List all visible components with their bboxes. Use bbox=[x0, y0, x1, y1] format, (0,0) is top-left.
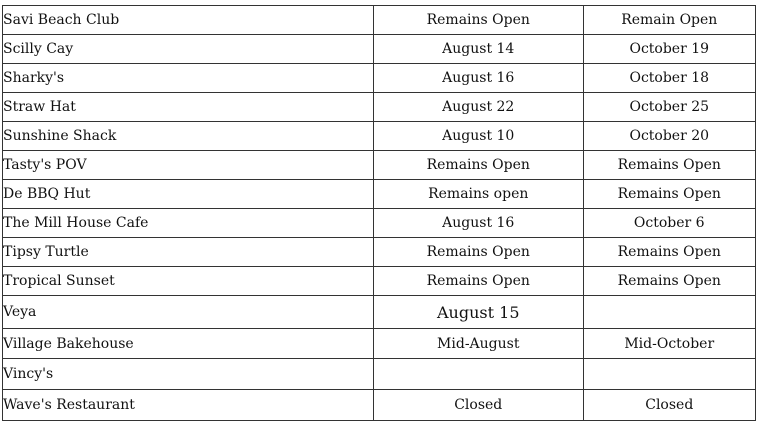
restaurant-name: Veya bbox=[3, 296, 374, 329]
restaurant-name: Tipsy Turtle bbox=[3, 238, 374, 267]
restaurant-name: Wave's Restaurant bbox=[3, 390, 374, 421]
closing-date: August 16 bbox=[373, 64, 583, 93]
reopening-date: Remains Open bbox=[583, 267, 755, 296]
table-row bbox=[3, 329, 756, 359]
table-row bbox=[3, 122, 756, 151]
reopening-date: Remains Open bbox=[583, 151, 755, 180]
reopening-date: October 18 bbox=[583, 64, 755, 93]
table-row bbox=[3, 64, 756, 93]
table-row bbox=[3, 180, 756, 209]
restaurant-name: Tropical Sunset bbox=[3, 267, 374, 296]
closing-date: Mid-August bbox=[373, 329, 583, 359]
restaurant-name: Savi Beach Club bbox=[3, 6, 374, 35]
restaurant-name: De BBQ Hut bbox=[3, 180, 374, 209]
reopening-date: October 20 bbox=[583, 122, 755, 151]
table-row bbox=[3, 35, 756, 64]
table-row bbox=[3, 151, 756, 180]
restaurant-name: Sharky's bbox=[3, 64, 374, 93]
closing-date: August 10 bbox=[373, 122, 583, 151]
closing-date: Closed bbox=[373, 390, 583, 421]
restaurant-name: Sunshine Shack bbox=[3, 122, 374, 151]
closing-date: Remains open bbox=[373, 180, 583, 209]
table-row bbox=[3, 390, 756, 421]
reopening-date bbox=[583, 359, 755, 390]
closing-date bbox=[373, 359, 583, 390]
restaurant-name: Scilly Cay bbox=[3, 35, 374, 64]
table-row bbox=[3, 359, 756, 390]
reopening-date: Remains Open bbox=[583, 238, 755, 267]
closing-date: Remains Open bbox=[373, 151, 583, 180]
closing-date: Remains Open bbox=[373, 238, 583, 267]
table-row bbox=[3, 93, 756, 122]
closing-date: Remains Open bbox=[373, 267, 583, 296]
table-row bbox=[3, 6, 756, 35]
reopening-date: October 6 bbox=[583, 209, 755, 238]
reopening-date: Remains Open bbox=[583, 180, 755, 209]
closing-date: August 16 bbox=[373, 209, 583, 238]
restaurant-name: Vincy's bbox=[3, 359, 374, 390]
closing-date: August 15 bbox=[373, 296, 583, 329]
reopening-date: Mid-October bbox=[583, 329, 755, 359]
closing-date: Remains Open bbox=[373, 6, 583, 35]
restaurant-name: The Mill House Cafe bbox=[3, 209, 374, 238]
restaurant-name: Tasty's POV bbox=[3, 151, 374, 180]
reopening-date: Remain Open bbox=[583, 6, 755, 35]
closing-date: August 22 bbox=[373, 93, 583, 122]
reopening-date bbox=[583, 296, 755, 329]
table-row bbox=[3, 209, 756, 238]
reopening-date: October 19 bbox=[583, 35, 755, 64]
reopening-date: Closed bbox=[583, 390, 755, 421]
restaurant-name: Straw Hat bbox=[3, 93, 374, 122]
table-row bbox=[3, 238, 756, 267]
table-row bbox=[3, 296, 756, 329]
restaurant-name: Village Bakehouse bbox=[3, 329, 374, 359]
restaurant-closure-table bbox=[2, 5, 756, 421]
closing-date: August 14 bbox=[373, 35, 583, 64]
reopening-date: October 25 bbox=[583, 93, 755, 122]
table-row bbox=[3, 267, 756, 296]
